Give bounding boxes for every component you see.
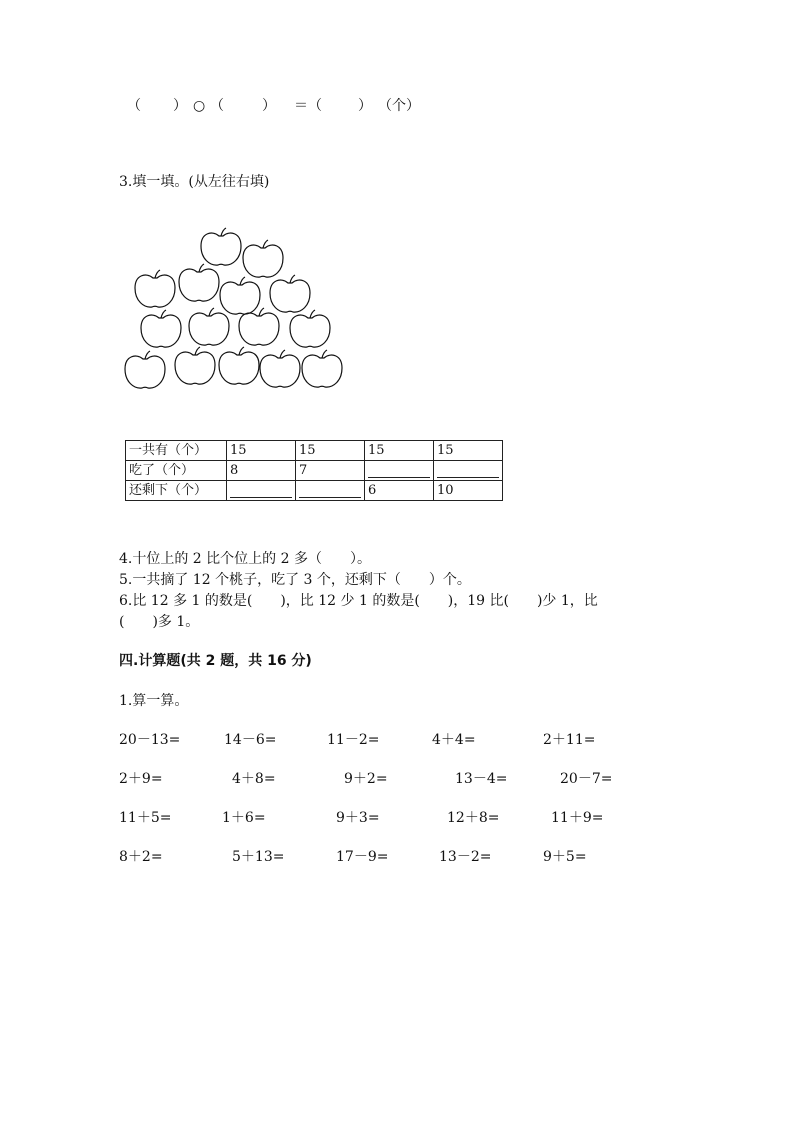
table-cell: 6: [365, 481, 434, 501]
answer-underline: [368, 463, 430, 478]
calc-item: 9＋2=: [344, 771, 388, 787]
answer-cell[interactable]: [296, 481, 365, 501]
apples-table: [125, 440, 503, 501]
apple-icon: [179, 264, 219, 301]
apple-icon: [302, 350, 342, 387]
answer-cell[interactable]: [434, 461, 503, 481]
paren-close-1: ）: [173, 98, 187, 114]
equals-paren-open: ＝（: [294, 98, 322, 114]
apple-icon: [290, 310, 330, 347]
unit-label: （个）: [378, 98, 420, 114]
apple-icon: [189, 308, 229, 345]
calc-item: 17－9=: [336, 849, 389, 865]
question-3-title: 3.填一填。(从左往右填): [119, 174, 270, 190]
question-6-line-2: ( )多 1。: [119, 614, 200, 630]
paren-open-2: （: [210, 98, 224, 114]
answer-underline: [230, 483, 292, 498]
apple-icon: [270, 275, 310, 312]
table-cell: 15: [434, 441, 503, 461]
answer-underline: [437, 463, 499, 478]
calc-item: 20－13=: [119, 732, 181, 748]
calc-item: 9＋5=: [543, 849, 587, 865]
calc-item: 9＋3=: [336, 810, 380, 826]
calc-item: 14－6=: [224, 732, 277, 748]
calc-item: 11－2=: [327, 732, 380, 748]
apple-icon: [141, 310, 181, 347]
calc-item: 12＋8=: [447, 810, 500, 826]
apple-icon: [135, 270, 175, 307]
row-label: 吃了（个）: [126, 461, 227, 481]
apple-icon: [220, 277, 260, 314]
table-cell: 8: [227, 461, 296, 481]
question-5: 5.一共摘了 12 个桃子，吃了 3 个，还剩下（ ）个。: [119, 572, 471, 588]
apple-icon: [201, 228, 241, 265]
section-4-title: 四.计算题(共 2 题，共 16 分): [119, 653, 312, 669]
apple-icon: [125, 351, 165, 388]
table-cell: 15: [227, 441, 296, 461]
apple-icon: [239, 308, 279, 345]
calc-item: 11＋9=: [551, 810, 604, 826]
paren-close-3: ）: [358, 98, 372, 114]
calc-item: 20－7=: [560, 771, 613, 787]
calc-title: 1.算一算。: [119, 693, 189, 709]
answer-underline: [299, 483, 361, 498]
table-row: [126, 461, 503, 481]
calc-item: 13－2=: [439, 849, 492, 865]
apple-icon: [260, 350, 300, 387]
calc-item: 2＋9=: [119, 771, 163, 787]
calc-item: 2＋11=: [543, 732, 596, 748]
paren-open-1: （: [127, 98, 141, 114]
row-label: 还剩下（个）: [126, 481, 227, 501]
question-6-line-1: 6.比 12 多 1 的数是( )，比 12 少 1 的数是( )，19 比( )少 1，比: [119, 593, 598, 609]
calc-item: 5＋13=: [232, 849, 285, 865]
table-row: [126, 481, 503, 501]
calc-item: 8＋2=: [119, 849, 163, 865]
apples-illustration: [118, 222, 350, 394]
paren-close-2: ）: [262, 98, 276, 114]
row-label: 一共有（个）: [126, 441, 227, 461]
table-cell: 15: [365, 441, 434, 461]
apple-icon: [243, 240, 283, 277]
answer-cell[interactable]: [227, 481, 296, 501]
apple-icon: [175, 347, 215, 384]
apple-icon: [219, 347, 259, 384]
table-row: [126, 441, 503, 461]
table-cell: 10: [434, 481, 503, 501]
calc-item: 4＋4=: [432, 732, 476, 748]
calc-item: 11＋5=: [119, 810, 172, 826]
table-cell: 15: [296, 441, 365, 461]
answer-cell[interactable]: [365, 461, 434, 481]
calc-item: 1＋6=: [222, 810, 266, 826]
calc-item: 13－4=: [455, 771, 508, 787]
operator-circle: ○: [193, 98, 206, 114]
question-4: 4.十位上的 2 比个位上的 2 多（ ）。: [119, 551, 371, 567]
table-cell: 7: [296, 461, 365, 481]
calc-item: 4＋8=: [232, 771, 276, 787]
